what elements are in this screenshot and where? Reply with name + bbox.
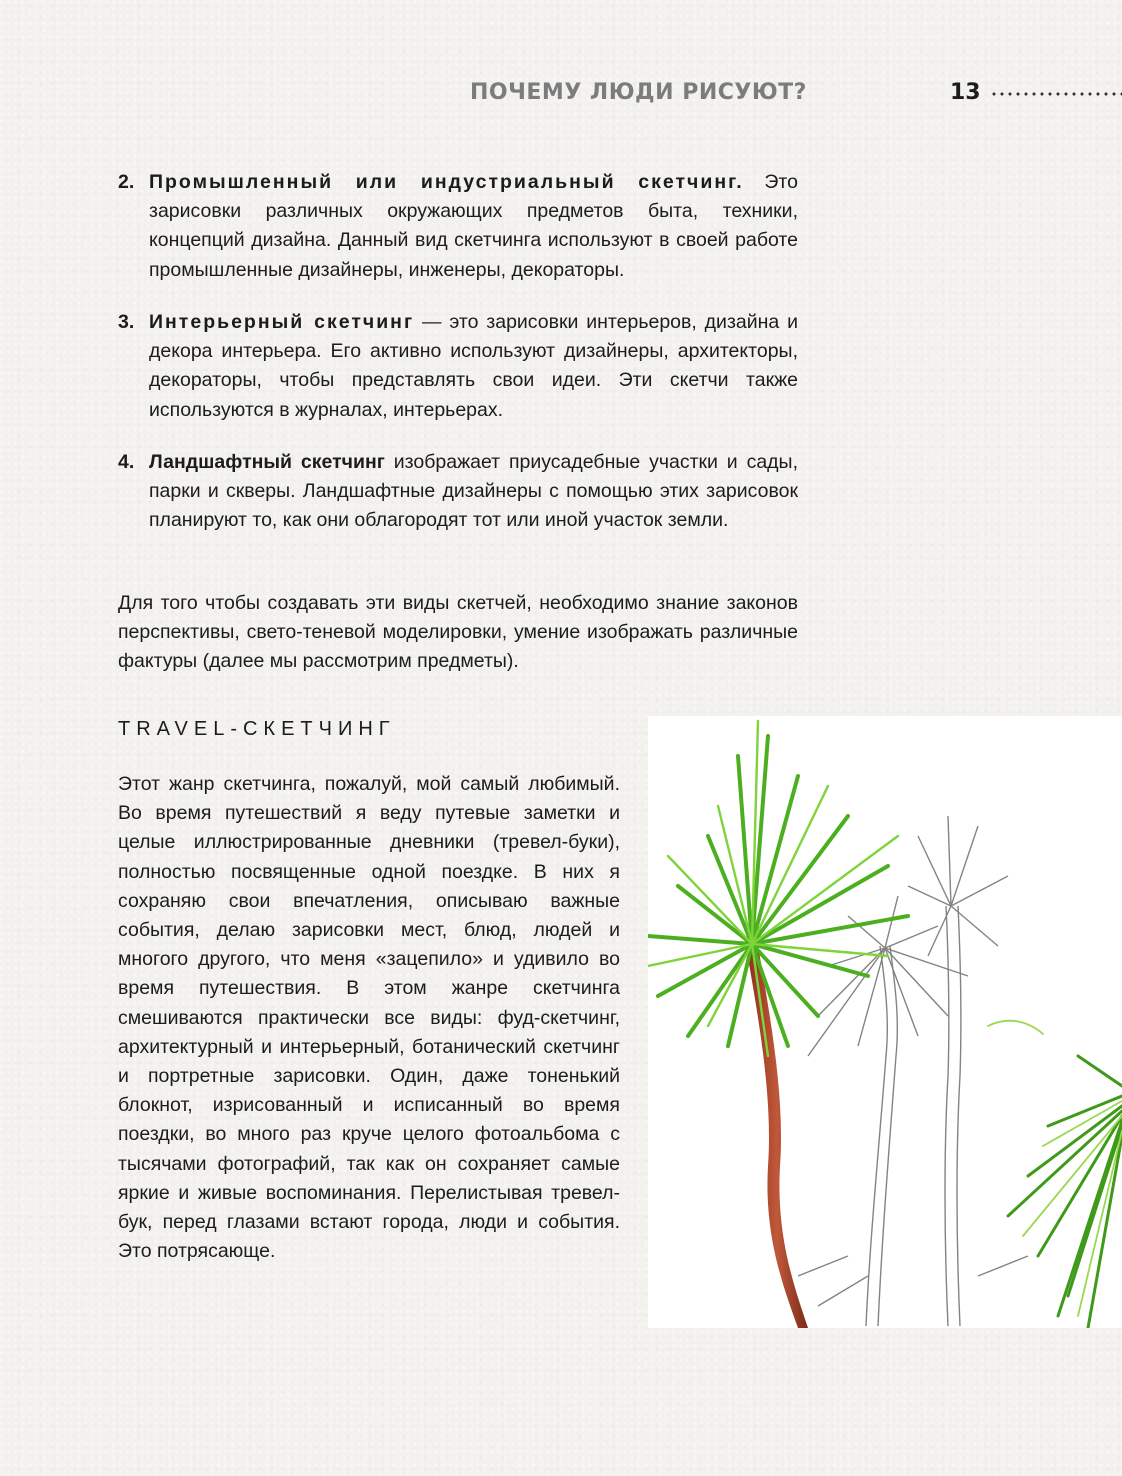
summary-paragraph: Для того чтобы создавать эти виды скетчей, необходимо знание законов перспективы, свето-теневой моделировки, умение изображать различные фактуры (далее мы рассмотрим предметы). (118, 592, 798, 673)
list-item-text: Это зарисовки различных окружающих предметов быта, техники, концепций дизайна. Данный вид скетчинга используют в своей работе промышленные дизайнеры, инженеры, декораторы. (149, 171, 798, 281)
dotted-rule (990, 92, 1122, 96)
running-header-title: ПОЧЕМУ ЛЮДИ РИСУЮТ? (470, 80, 807, 105)
section-heading-travel: TRAVEL-СКЕТЧИНГ (118, 718, 396, 740)
palm-sketch-image (648, 716, 1122, 1328)
list-item-text: — это зарисовки интерьеров, дизайна и декора интерьера. Его активно используют дизайнеры, архитекторы, декораторы, чтобы представлять свои идеи. Эти скетчи также используются в журналах, интерьерах. (149, 311, 798, 421)
term-landscape: Ландшафтный скетчинг (149, 451, 385, 473)
term-industrial: Промышленный или индустриальный скетчинг. (149, 171, 744, 193)
palm-illustration (648, 716, 1122, 1328)
list-item-interior (118, 308, 798, 425)
travel-paragraph: Этот жанр скетчинга, пожалуй, мой самый любимый. Во время путешествий я веду путевые заметки и целые иллюстрированные дневники (тревел-буки), полностью посвященные одной поездке. В них я сохраняю свои впечатления, описываю важные события, делаю зарисовки мест, блюд, людей и многого другого, что меня «зацепило» и удивило во время путешествия. В этом жанре скетчинга смешиваются практически все виды: фуд-скетчинг, архитектурный и интерьерный, ботанический скетчинг и портретные зарисовки. Один, даже тоненький блокнот, изрисованный и исписанный во время поездки, во много раз круче целого фотоальбома с тысячами фотографий, так как он сохраняет самые яркие и живые воспоминания. Перелистывая тревел-бук, перед глазами встают города, люди и события. Это потрясающе. (118, 773, 620, 1263)
list-item-landscape (118, 448, 798, 536)
list-number: 2. (118, 171, 135, 193)
list-item-industrial (118, 168, 798, 285)
list-number: 4. (118, 451, 135, 473)
page-number: 13 (950, 80, 981, 105)
term-interior: Интерьерный скетчинг (149, 311, 415, 333)
list-item-text: изображает приусадебные участки и сады, парки и скверы. Ландшафтные дизайнеры с помощью этих зарисовок планируют то, как они облагородят тот или иной участок земли. (149, 451, 798, 532)
list-number: 3. (118, 311, 135, 333)
